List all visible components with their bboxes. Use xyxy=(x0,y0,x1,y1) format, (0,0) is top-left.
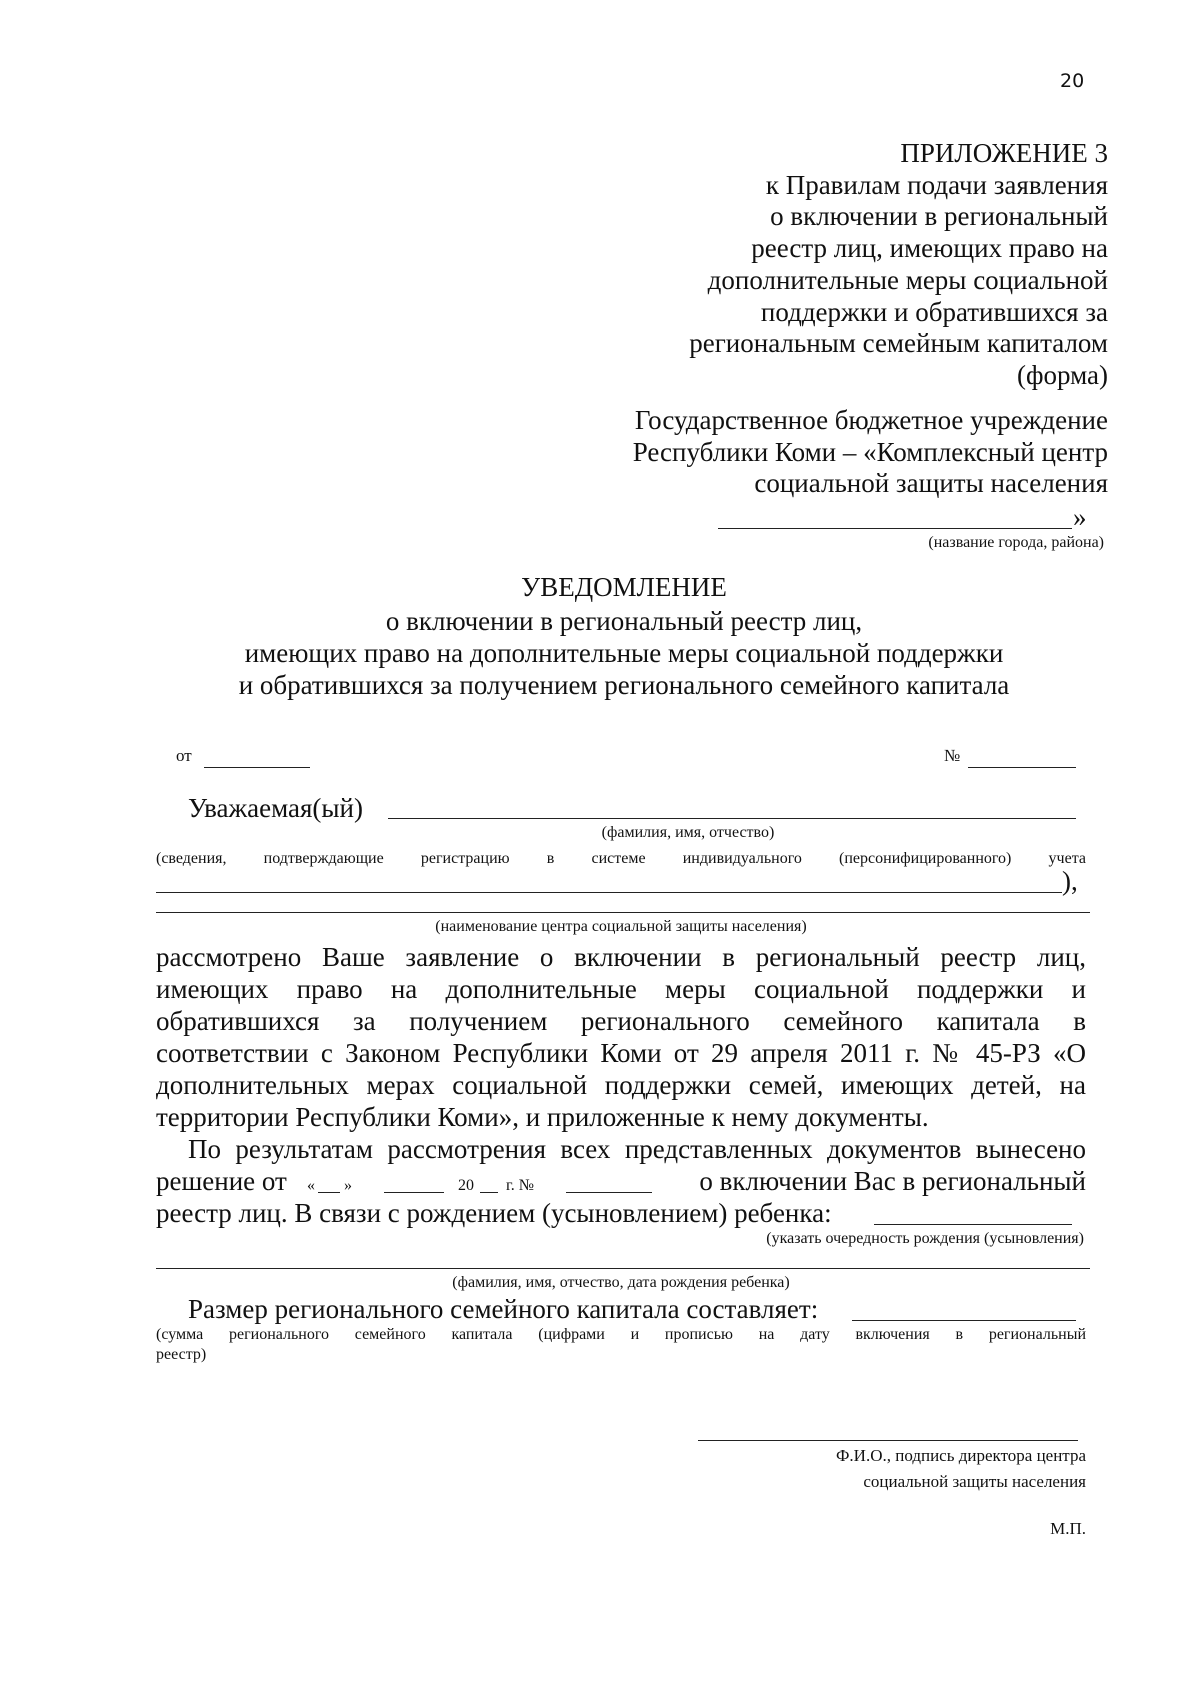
capital-caption-2: реестр) xyxy=(156,1346,207,1363)
registration-blank[interactable] xyxy=(156,892,1062,893)
city-blank-line xyxy=(718,528,1072,529)
signature-blank[interactable] xyxy=(698,1440,1078,1441)
notice-subtitle-line: и обратившихся за получением регионального семейного капитала xyxy=(238,670,1010,700)
seal-mark: М.П. xyxy=(1050,1519,1086,1538)
appendix-line: реестр лиц, имеющих право на xyxy=(751,233,1108,263)
recipient-name-caption: (фамилия, имя, отчество) xyxy=(601,824,775,841)
city-caption: (название города, района) xyxy=(928,534,1104,551)
center-name-blank[interactable] xyxy=(156,912,1090,913)
year-suffix: г. № xyxy=(506,1177,535,1194)
capital-label: Размер регионального семейного капитала составляет: xyxy=(188,1294,819,1324)
from-date-blank[interactable] xyxy=(204,767,310,768)
capital-amount-blank[interactable] xyxy=(852,1320,1076,1321)
child-info-blank[interactable] xyxy=(156,1268,1090,1269)
birth-order-blank[interactable] xyxy=(874,1224,1072,1225)
center-caption: (наименование центра социальной защиты населения) xyxy=(435,918,807,935)
registration-end: ), xyxy=(1062,866,1078,896)
decision-year-blank[interactable] xyxy=(480,1192,498,1193)
signature-caption: социальной защиты населения xyxy=(863,1472,1086,1491)
registration-note: (сведения, подтверждающие регистрацию в системе индивидуального (персонифицированного) учета xyxy=(156,850,1086,867)
institution-line: Республики Коми – «Комплексный центр xyxy=(632,437,1108,467)
decision-day-blank[interactable] xyxy=(318,1192,340,1193)
appendix-line: (форма) xyxy=(1017,360,1108,390)
appendix-line: поддержки и обратившихся за xyxy=(760,297,1108,327)
number-blank[interactable] xyxy=(968,767,1076,768)
body-line: реестр лиц. В связи с рождением (усыновлением) ребенка: xyxy=(156,1198,832,1228)
appendix-line: дополнительные меры социальной xyxy=(707,265,1108,295)
appendix-title: ПРИЛОЖЕНИЕ 3 xyxy=(900,138,1108,168)
body-line: По результатам рассмотрения всех представленных документов вынесено xyxy=(188,1134,1086,1164)
greeting-label: Уважаемая(ый) xyxy=(188,793,363,823)
recipient-name-blank[interactable] xyxy=(388,818,1076,819)
body-line: соответствии с Законом Республики Коми от 29 апреля 2011 г. № 45-РЗ «О xyxy=(156,1038,1086,1068)
close-quote: » xyxy=(1073,502,1087,532)
notice-subtitle-line: о включении в региональный реестр лиц, xyxy=(385,606,863,636)
date-open-quote: « xyxy=(307,1177,315,1194)
decision-label: решение от xyxy=(156,1166,287,1196)
institution-line: социальной защиты населения xyxy=(754,468,1108,498)
from-label: от xyxy=(176,746,192,765)
child-caption: (фамилия, имя, отчество, дата рождения ребенка) xyxy=(452,1274,790,1291)
signature-caption: Ф.И.О., подпись директора центра xyxy=(836,1446,1086,1465)
notice-title: УВЕДОМЛЕНИЕ xyxy=(521,572,727,602)
body-line: обратившихся за получением регионального семейного капитала в xyxy=(156,1006,1086,1036)
institution-line: Государственное бюджетное учреждение xyxy=(634,405,1108,435)
date-close-quote: » xyxy=(344,1177,352,1194)
capital-caption: (сумма регионального семейного капитала (цифрами и прописью на дату включения в региональный xyxy=(156,1326,1086,1343)
birth-order-caption: (указать очередность рождения (усыновления) xyxy=(766,1230,1084,1247)
decision-month-blank[interactable] xyxy=(384,1192,444,1193)
appendix-line: к Правилам подачи заявления xyxy=(765,170,1108,200)
body-line: территории Республики Коми», и приложенные к нему документы. xyxy=(156,1102,929,1132)
number-label: № xyxy=(944,746,961,765)
page-number: 20 xyxy=(1060,70,1085,92)
body-line: дополнительных мерах социальной поддержки семей, имеющих детей, на xyxy=(156,1070,1086,1100)
notice-subtitle-line: имеющих право на дополнительные меры социальной поддержки xyxy=(244,638,1004,668)
decision-tail: о включении Вас в региональный xyxy=(699,1166,1086,1196)
year-prefix: 20 xyxy=(458,1177,474,1194)
body-line: имеющих право на дополнительные меры социальной поддержки и xyxy=(156,974,1086,1004)
appendix-line: региональным семейным капиталом xyxy=(689,328,1108,358)
body-line: рассмотрено Ваше заявление о включении в региональный реестр лиц, xyxy=(156,942,1086,972)
appendix-line: о включении в региональный xyxy=(770,201,1108,231)
